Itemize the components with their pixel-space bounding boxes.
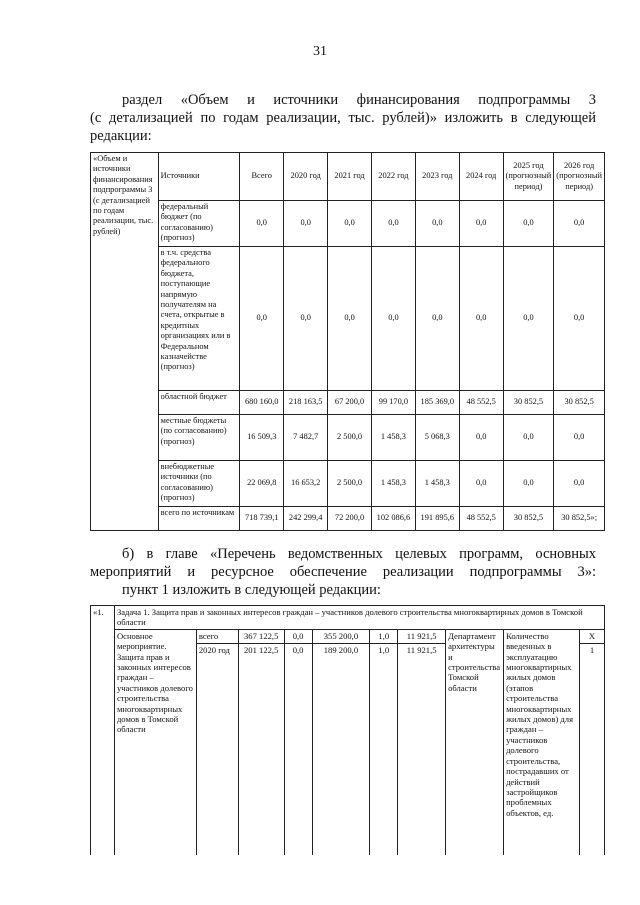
page-number: 31 <box>313 44 327 59</box>
value-cell: 0,0 <box>371 201 415 247</box>
table-row <box>91 247 605 391</box>
value-cell: 7 482,7 <box>284 415 328 461</box>
header-cell: 2026 год (прогнозный период) <box>554 153 605 201</box>
table-header-row <box>91 153 605 201</box>
header-cell: Всего <box>240 153 284 201</box>
value-cell: 0,0 <box>415 201 459 247</box>
table-row <box>91 201 605 247</box>
source-cell: внебюджетные источники (по согласованию) (прогноз) <box>158 461 240 507</box>
value-cell: 0,0 <box>284 629 312 643</box>
value-cell: 1,0 <box>370 629 398 643</box>
value-cell: 367 122,5 <box>238 629 284 643</box>
value-cell: 0,0 <box>371 247 415 391</box>
indicator-value-cell: Х <box>580 629 605 643</box>
table-row <box>91 415 605 461</box>
financing-table <box>90 152 605 531</box>
value-cell: 16 653,2 <box>284 461 328 507</box>
value-cell: 185 369,0 <box>415 391 459 415</box>
measures-table <box>90 605 605 855</box>
header-cell: 2022 год <box>371 153 415 201</box>
value-cell: 201 122,5 <box>238 643 284 855</box>
source-cell: федеральный бюджет (по согласованию) (прогноз) <box>158 201 240 247</box>
indicator-value-cell: 1 <box>580 643 605 855</box>
value-cell: 1 458,3 <box>371 415 415 461</box>
value-cell: 67 200,0 <box>328 391 372 415</box>
value-cell: 0,0 <box>554 461 605 507</box>
value-cell: 30 852,5 <box>554 391 605 415</box>
task-title-cell: Задача 1. Защита прав и законных интересов граждан – участников долевого строительства многоквартирных домов в Томской области <box>114 606 604 630</box>
intro-line-2: (с детализацией по годам реализации, тыс. рублей)» изложить в следующей <box>90 110 596 126</box>
section-b-line-3: пункт 1 изложить в следующей редакции: <box>122 582 381 598</box>
value-cell: 0,0 <box>459 247 503 391</box>
executor-cell: Департамент архитектуры и строительства Томской области <box>446 629 504 855</box>
value-cell: 242 299,4 <box>284 507 328 531</box>
value-cell: 30 852,5 <box>503 507 554 531</box>
value-cell: 680 160,0 <box>240 391 284 415</box>
value-cell: 718 739,1 <box>240 507 284 531</box>
header-cell: 2025 год (прогнозный период) <box>503 153 554 201</box>
value-cell: 0,0 <box>284 247 328 391</box>
value-cell: 72 200,0 <box>328 507 372 531</box>
value-cell: 0,0 <box>503 247 554 391</box>
value-cell: 0,0 <box>240 247 284 391</box>
table-row <box>91 629 605 643</box>
value-cell: 48 552,5 <box>459 391 503 415</box>
table-row <box>91 461 605 507</box>
value-cell: 1,0 <box>370 643 398 855</box>
value-cell: 2 500,0 <box>328 415 372 461</box>
source-cell: местные бюджеты (по согласованию) (прогноз) <box>158 415 240 461</box>
value-cell: 30 852,5»; <box>554 507 605 531</box>
header-cell: Источники <box>158 153 240 201</box>
row-number-cell: «1. <box>91 606 115 856</box>
value-cell: 11 921,5 <box>398 629 446 643</box>
value-cell: 0,0 <box>284 643 312 855</box>
source-cell: в т.ч. средства федерального бюджета, поступающие напрямую получателям на счета, открытые в кредитных организациях или в Федеральном казначействе (прогноз) <box>158 247 240 391</box>
value-cell: 0,0 <box>240 201 284 247</box>
section-b-line-2: мероприятий и ресурсное обеспечение реализации подпрограммы 3»: <box>90 564 596 580</box>
source-cell: всего по источникам <box>158 507 240 531</box>
value-cell: 0,0 <box>503 415 554 461</box>
section-b-line-1: б) в главе «Перечень ведомственных целевых программ, основных <box>122 546 596 562</box>
period-cell: 2020 год <box>196 643 238 855</box>
source-cell: областной бюджет <box>158 391 240 415</box>
value-cell: 355 200,0 <box>312 629 370 643</box>
value-cell: 0,0 <box>503 201 554 247</box>
value-cell: 0,0 <box>328 201 372 247</box>
value-cell: 30 852,5 <box>503 391 554 415</box>
event-name-cell: Основное мероприятие. Защита прав и законных интересов граждан – участников долевого строительства многоквартирных домов в Томской области <box>114 629 196 855</box>
header-cell: 2020 год <box>284 153 328 201</box>
value-cell: 0,0 <box>284 201 328 247</box>
indicator-cell: Количество введенных в эксплуатацию многоквартирных жилых домов (этапов строительства многоквартирных жилых домов) для граждан – участников долевого строительства, пострадавших от действий застройщиков проблемных объектов, ед. <box>504 629 580 855</box>
intro-line-3: редакции: <box>90 128 152 144</box>
period-cell: всего <box>196 629 238 643</box>
table-row <box>91 391 605 415</box>
value-cell: 0,0 <box>459 201 503 247</box>
value-cell: 0,0 <box>459 461 503 507</box>
section-label-cell: «Объем и источники финансирования подпрограммы 3 (с детализацией по годам реализации, тыс. рублей) <box>91 153 159 531</box>
value-cell: 0,0 <box>554 201 605 247</box>
value-cell: 0,0 <box>554 415 605 461</box>
value-cell: 1 458,3 <box>371 461 415 507</box>
task-row <box>91 606 605 630</box>
table-row <box>91 507 605 531</box>
header-cell: 2021 год <box>328 153 372 201</box>
value-cell: 22 069,8 <box>240 461 284 507</box>
value-cell: 0,0 <box>554 247 605 391</box>
intro-line-1: раздел «Объем и источники финансирования подпрограммы 3 <box>122 92 596 108</box>
value-cell: 0,0 <box>328 247 372 391</box>
value-cell: 218 163,5 <box>284 391 328 415</box>
value-cell: 0,0 <box>459 415 503 461</box>
value-cell: 1 458,3 <box>415 461 459 507</box>
value-cell: 0,0 <box>415 247 459 391</box>
header-cell: 2023 год <box>415 153 459 201</box>
value-cell: 48 552,5 <box>459 507 503 531</box>
value-cell: 5 068,3 <box>415 415 459 461</box>
value-cell: 16 509,3 <box>240 415 284 461</box>
value-cell: 102 086,6 <box>371 507 415 531</box>
value-cell: 191 895,6 <box>415 507 459 531</box>
value-cell: 11 921,5 <box>398 643 446 855</box>
header-cell: 2024 год <box>459 153 503 201</box>
value-cell: 189 200,0 <box>312 643 370 855</box>
value-cell: 99 170,0 <box>371 391 415 415</box>
value-cell: 2 500,0 <box>328 461 372 507</box>
value-cell: 0,0 <box>503 461 554 507</box>
